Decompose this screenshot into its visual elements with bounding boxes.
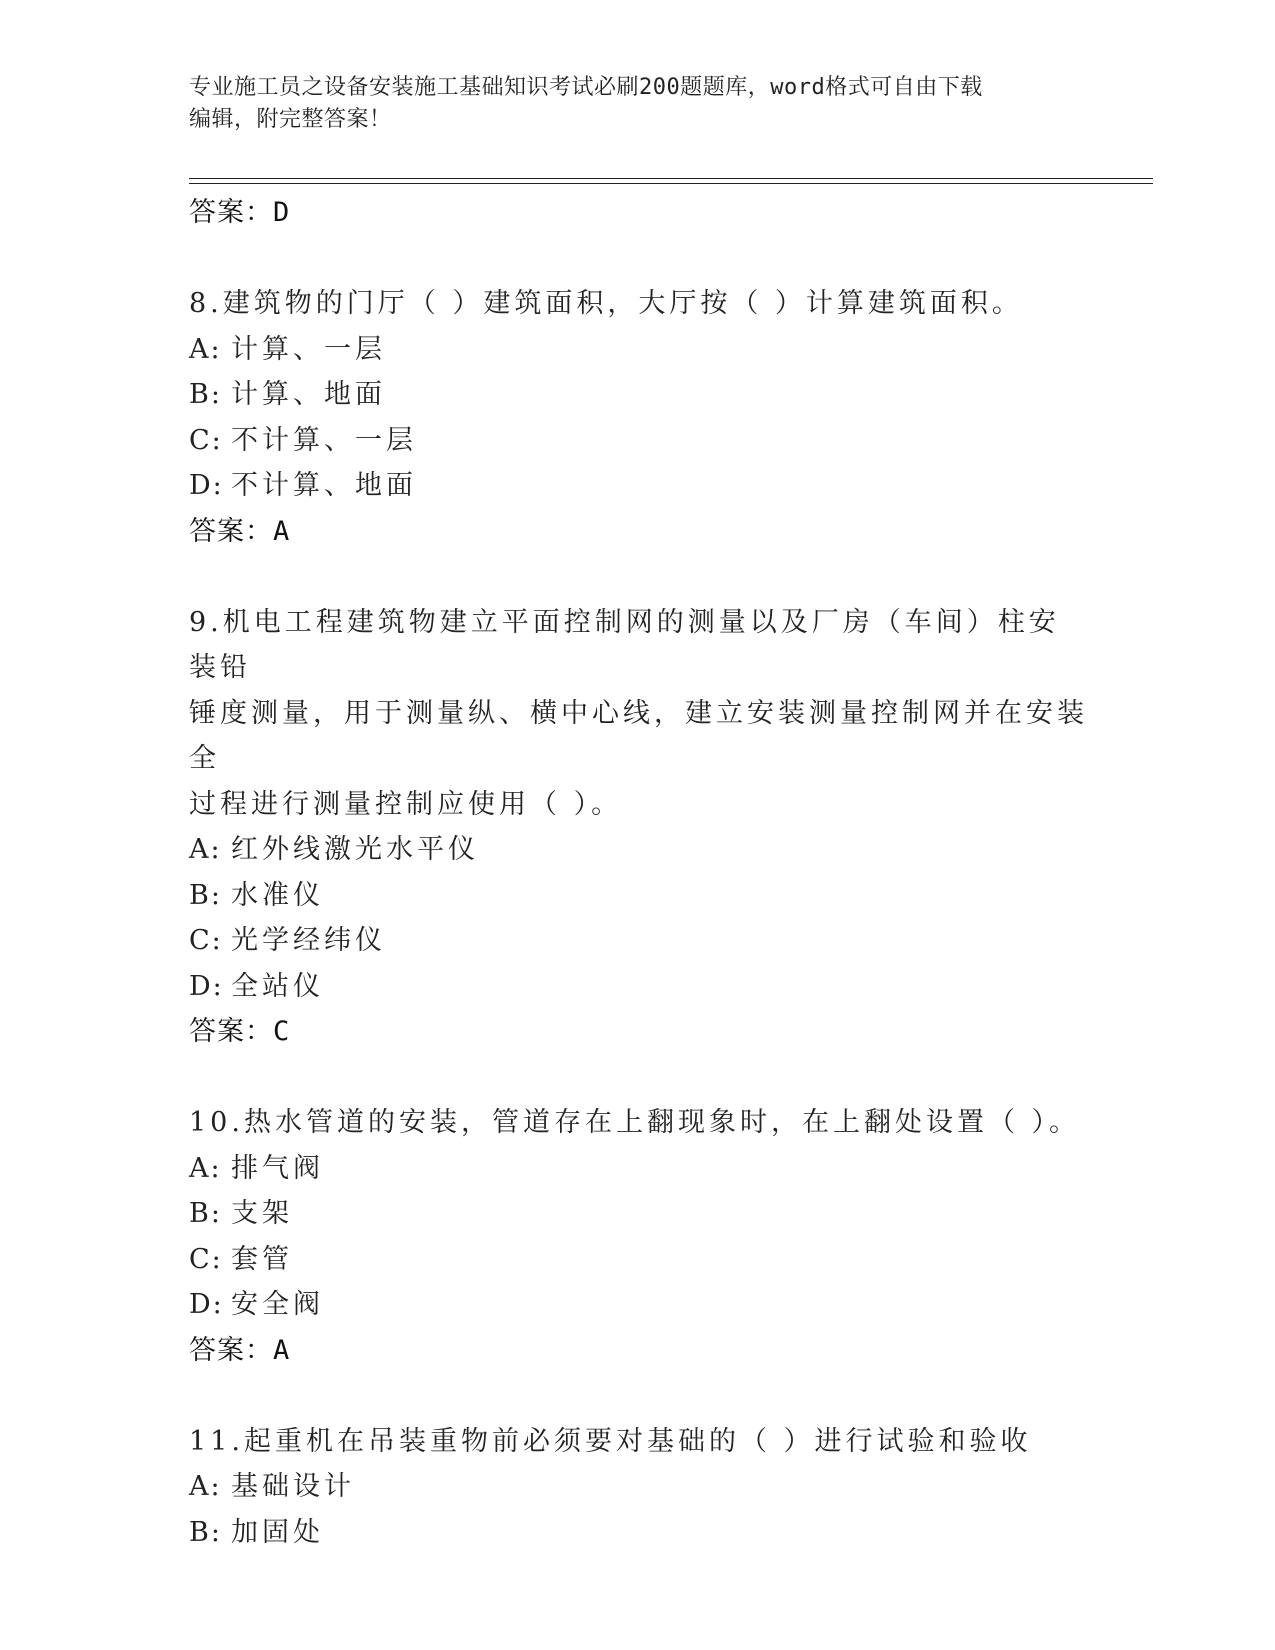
question-text: 8.建筑物的门厅（ ）建筑面积，大厅按（ ）计算建筑面积。 xyxy=(189,288,1023,319)
option-text: 基础设计 xyxy=(231,1471,355,1502)
option-c xyxy=(189,418,1089,464)
answer-line: 答案：C xyxy=(189,1016,291,1047)
option-b xyxy=(189,372,1089,418)
option-text: 水准仪 xyxy=(231,879,324,911)
option-text: 安全阀 xyxy=(231,1289,324,1320)
option-text: 不计算、地面 xyxy=(231,470,417,501)
option-d xyxy=(189,1282,1089,1328)
spacer xyxy=(189,555,1089,600)
answer-line: 答案：A xyxy=(189,1334,291,1366)
spacer xyxy=(189,1055,1089,1100)
question-text: 10.热水管道的安装，管道存在上翻现象时，在上翻处设置（ ）。 xyxy=(189,1107,1081,1138)
header-divider-top xyxy=(189,178,1153,179)
option-text: 套管 xyxy=(231,1243,293,1275)
option-d xyxy=(189,964,1089,1010)
option-text: 支架 xyxy=(231,1198,293,1229)
option-b xyxy=(189,873,1089,919)
document-header xyxy=(189,72,1069,136)
option-text: 加固处 xyxy=(231,1516,324,1548)
spacer xyxy=(189,236,1089,281)
option-a xyxy=(189,1146,1089,1192)
option-b xyxy=(189,1191,1089,1237)
option-letter: A: xyxy=(189,1471,222,1502)
previous-answer: 答案：D xyxy=(189,197,291,228)
question-list xyxy=(189,190,1089,1555)
answer-line: 答案：A xyxy=(189,515,291,547)
option-letter: D: xyxy=(189,1289,224,1320)
option-text: 光学经纬仪 xyxy=(231,925,386,956)
question-block xyxy=(189,1419,1089,1556)
header-title-line-1: 专业施工员之设备安装施工基础知识考试必刷200题题库，word格式可自由下载 xyxy=(189,75,983,100)
option-b xyxy=(189,1510,1089,1556)
option-letter: B: xyxy=(189,879,222,911)
option-letter: C: xyxy=(189,1243,223,1275)
option-text: 红外线激光水平仪 xyxy=(231,834,479,865)
option-a xyxy=(189,827,1089,873)
option-a xyxy=(189,327,1089,373)
option-text: 计算、地面 xyxy=(231,379,386,410)
option-c xyxy=(189,1237,1089,1283)
option-letter: D: xyxy=(189,970,224,1002)
option-text: 不计算、一层 xyxy=(231,424,417,456)
header-title-line-2: 编辑，附完整答案！ xyxy=(189,107,392,132)
question-text-line: 9.机电工程建筑物建立平面控制网的测量以及厂房（车间）柱安装铅 xyxy=(189,606,1060,683)
option-text: 计算、一层 xyxy=(231,333,386,365)
option-letter: A: xyxy=(189,834,222,865)
spacer xyxy=(189,1374,1089,1419)
option-letter: C: xyxy=(189,424,223,456)
option-text: 全站仪 xyxy=(231,970,324,1002)
question-text: 11.起重机在吊装重物前必须要对基础的（ ）进行试验和验收 xyxy=(189,1425,1032,1457)
option-d xyxy=(189,463,1089,509)
question-block xyxy=(189,600,1089,1056)
question-text-line: 过程进行测量控制应使用（ ）。 xyxy=(189,788,623,820)
option-letter: B: xyxy=(189,379,222,410)
option-letter: A: xyxy=(189,1152,222,1184)
option-letter: D: xyxy=(189,470,224,501)
question-block xyxy=(189,281,1089,555)
option-letter: B: xyxy=(189,1516,222,1548)
option-c xyxy=(189,918,1089,964)
option-a xyxy=(189,1464,1089,1510)
question-text-line: 锤度测量，用于测量纵、横中心线，建立安装测量控制网并在安装全 xyxy=(189,697,1088,774)
question-block xyxy=(189,1100,1089,1374)
option-text: 排气阀 xyxy=(231,1152,324,1184)
option-letter: C: xyxy=(189,925,223,956)
header-divider-bottom xyxy=(189,183,1153,184)
option-letter: B: xyxy=(189,1198,222,1229)
option-letter: A: xyxy=(189,333,222,365)
